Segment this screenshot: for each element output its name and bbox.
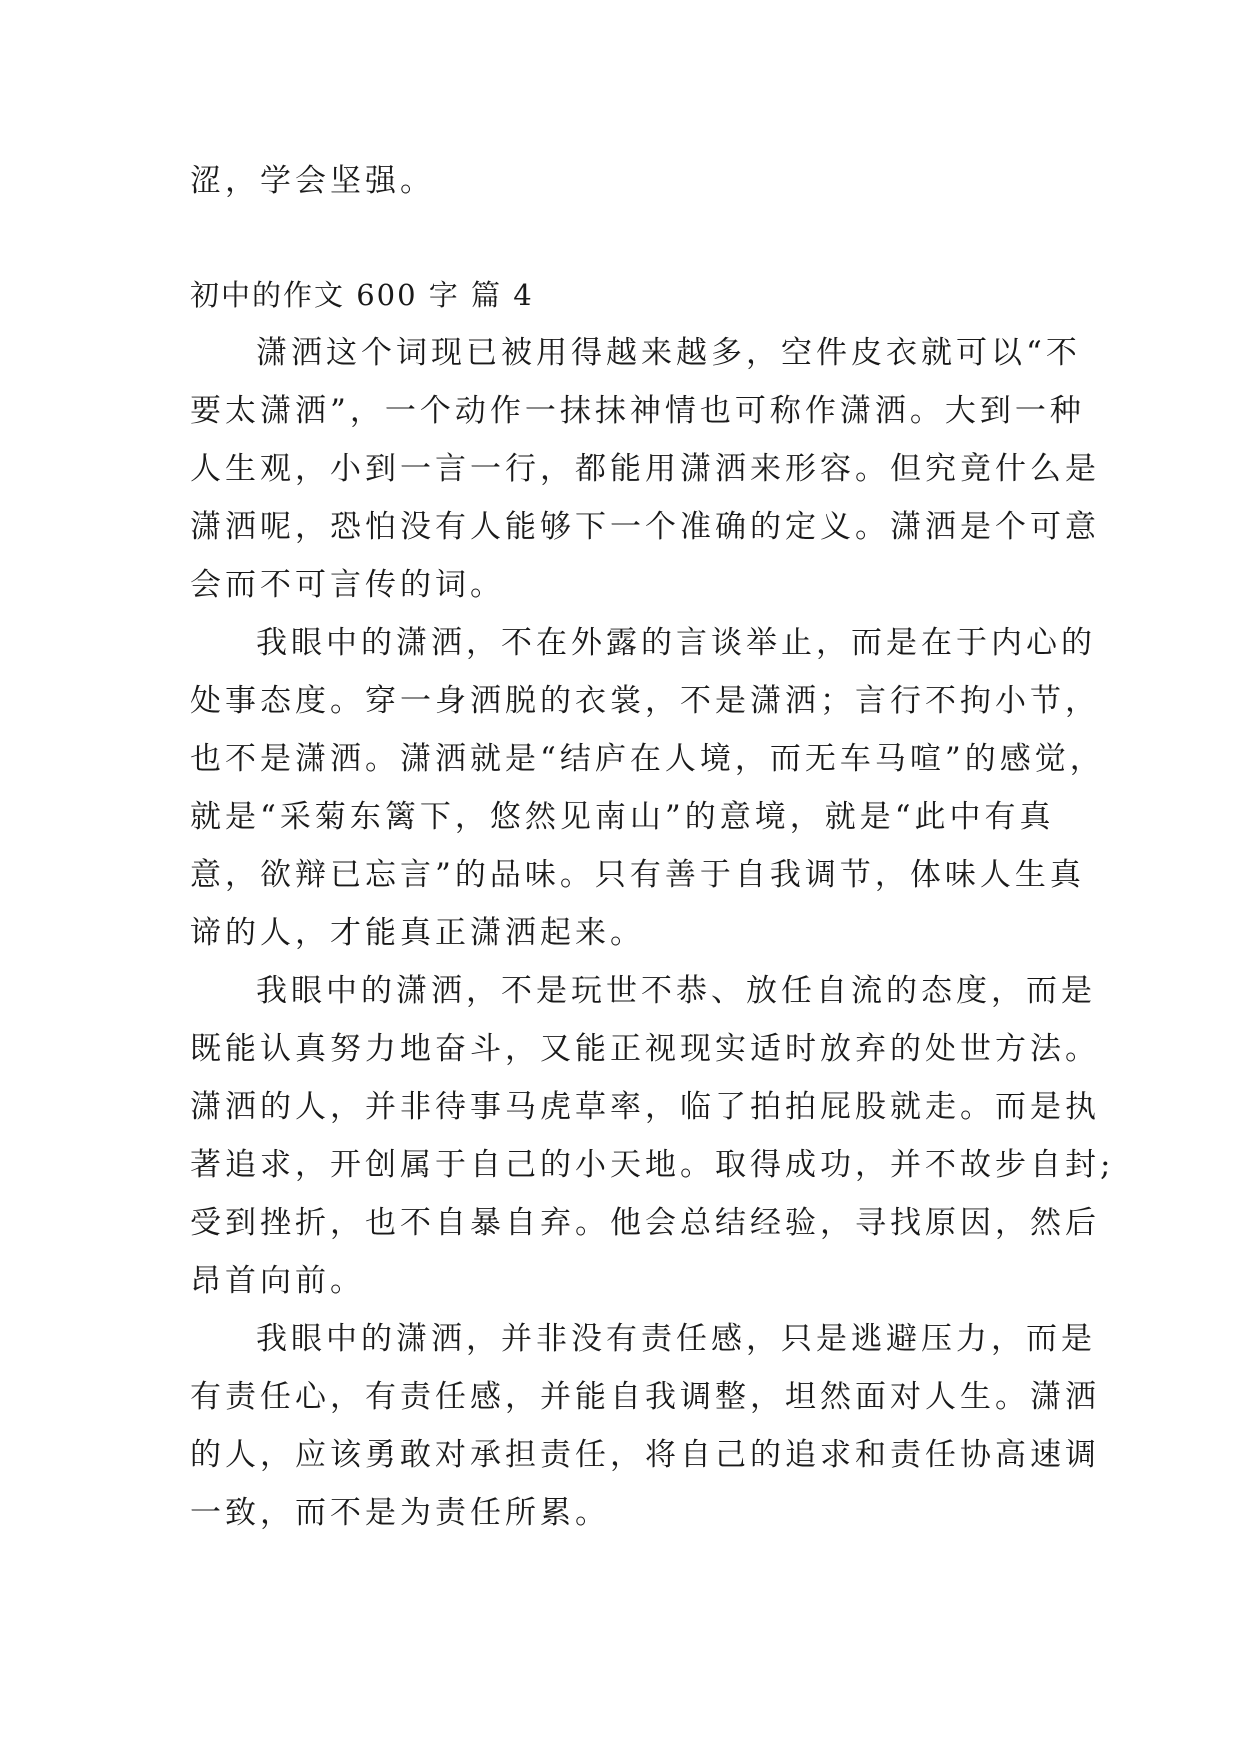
paragraph-line: 意，欲辩已忘言”的品味。只有善于自我调节，体味人生真 bbox=[190, 857, 1085, 893]
section-heading: 初中的作文 600 字 篇 4 bbox=[190, 278, 534, 312]
continuation-line: 涩，学会坚强。 bbox=[190, 163, 435, 199]
paragraph-line: 我眼中的潇洒，并非没有责任感，只是逃避压力，而是 bbox=[256, 1321, 1096, 1357]
paragraph-line: 会而不可言传的词。 bbox=[190, 567, 505, 603]
paragraph-line: 昂首向前。 bbox=[190, 1263, 365, 1299]
paragraph-line: 人生观，小到一言一行，都能用潇洒来形容。但究竟什么是 bbox=[190, 451, 1100, 487]
paragraph-line: 潇洒的人，并非待事马虎草率，临了拍拍屁股就走。而是执 bbox=[190, 1089, 1100, 1125]
paragraph-line: 潇洒呢，恐怕没有人能够下一个准确的定义。潇洒是个可意 bbox=[190, 509, 1100, 545]
paragraph-2 bbox=[190, 614, 1105, 962]
document-body bbox=[190, 152, 1115, 1542]
paragraph-line: 要太潇洒”，一个动作一抹抹神情也可称作潇洒。大到一种 bbox=[190, 393, 1085, 429]
paragraph-line: 既能认真努力地奋斗，又能正视现实适时放弃的处世方法。 bbox=[190, 1031, 1100, 1067]
paragraph-line: 谛的人，才能真正潇洒起来。 bbox=[190, 915, 645, 951]
paragraph-line: 的人，应该勇敢对承担责任，将自己的追求和责任协高速调 bbox=[190, 1437, 1100, 1473]
paragraph-line: 潇洒这个词现已被用得越来越多，空件皮衣就可以“不 bbox=[256, 335, 1081, 371]
paragraph-1 bbox=[190, 324, 1100, 614]
paragraph-line: 我眼中的潇洒，不在外露的言谈举止，而是在于内心的 bbox=[256, 625, 1096, 661]
paragraph-line: 也不是潇洒。潇洒就是“结庐在人境，而无车马喧”的感觉， bbox=[190, 741, 1105, 777]
paragraph-line: 就是“采菊东篱下，悠然见南山”的意境，就是“此中有真 bbox=[190, 799, 1055, 835]
paragraph-line: 受到挫折，也不自暴自弃。他会总结经验，寻找原因，然后 bbox=[190, 1205, 1100, 1241]
paragraph-line: 处事态度。穿一身洒脱的衣裳，不是潇洒；言行不拘小节， bbox=[190, 683, 1100, 719]
paragraph-3 bbox=[190, 962, 1115, 1310]
paragraph-line: 一致，而不是为责任所累。 bbox=[190, 1495, 610, 1531]
paragraph-line: 著追求，开创属于自己的小天地。取得成功，并不故步自封; bbox=[190, 1147, 1115, 1183]
paragraph-line: 我眼中的潇洒，不是玩世不恭、放任自流的态度，而是 bbox=[256, 973, 1096, 1009]
section-gap bbox=[190, 210, 1062, 266]
paragraph-4 bbox=[190, 1310, 1100, 1542]
paragraph-line: 有责任心，有责任感，并能自我调整，坦然面对人生。潇洒 bbox=[190, 1379, 1100, 1415]
